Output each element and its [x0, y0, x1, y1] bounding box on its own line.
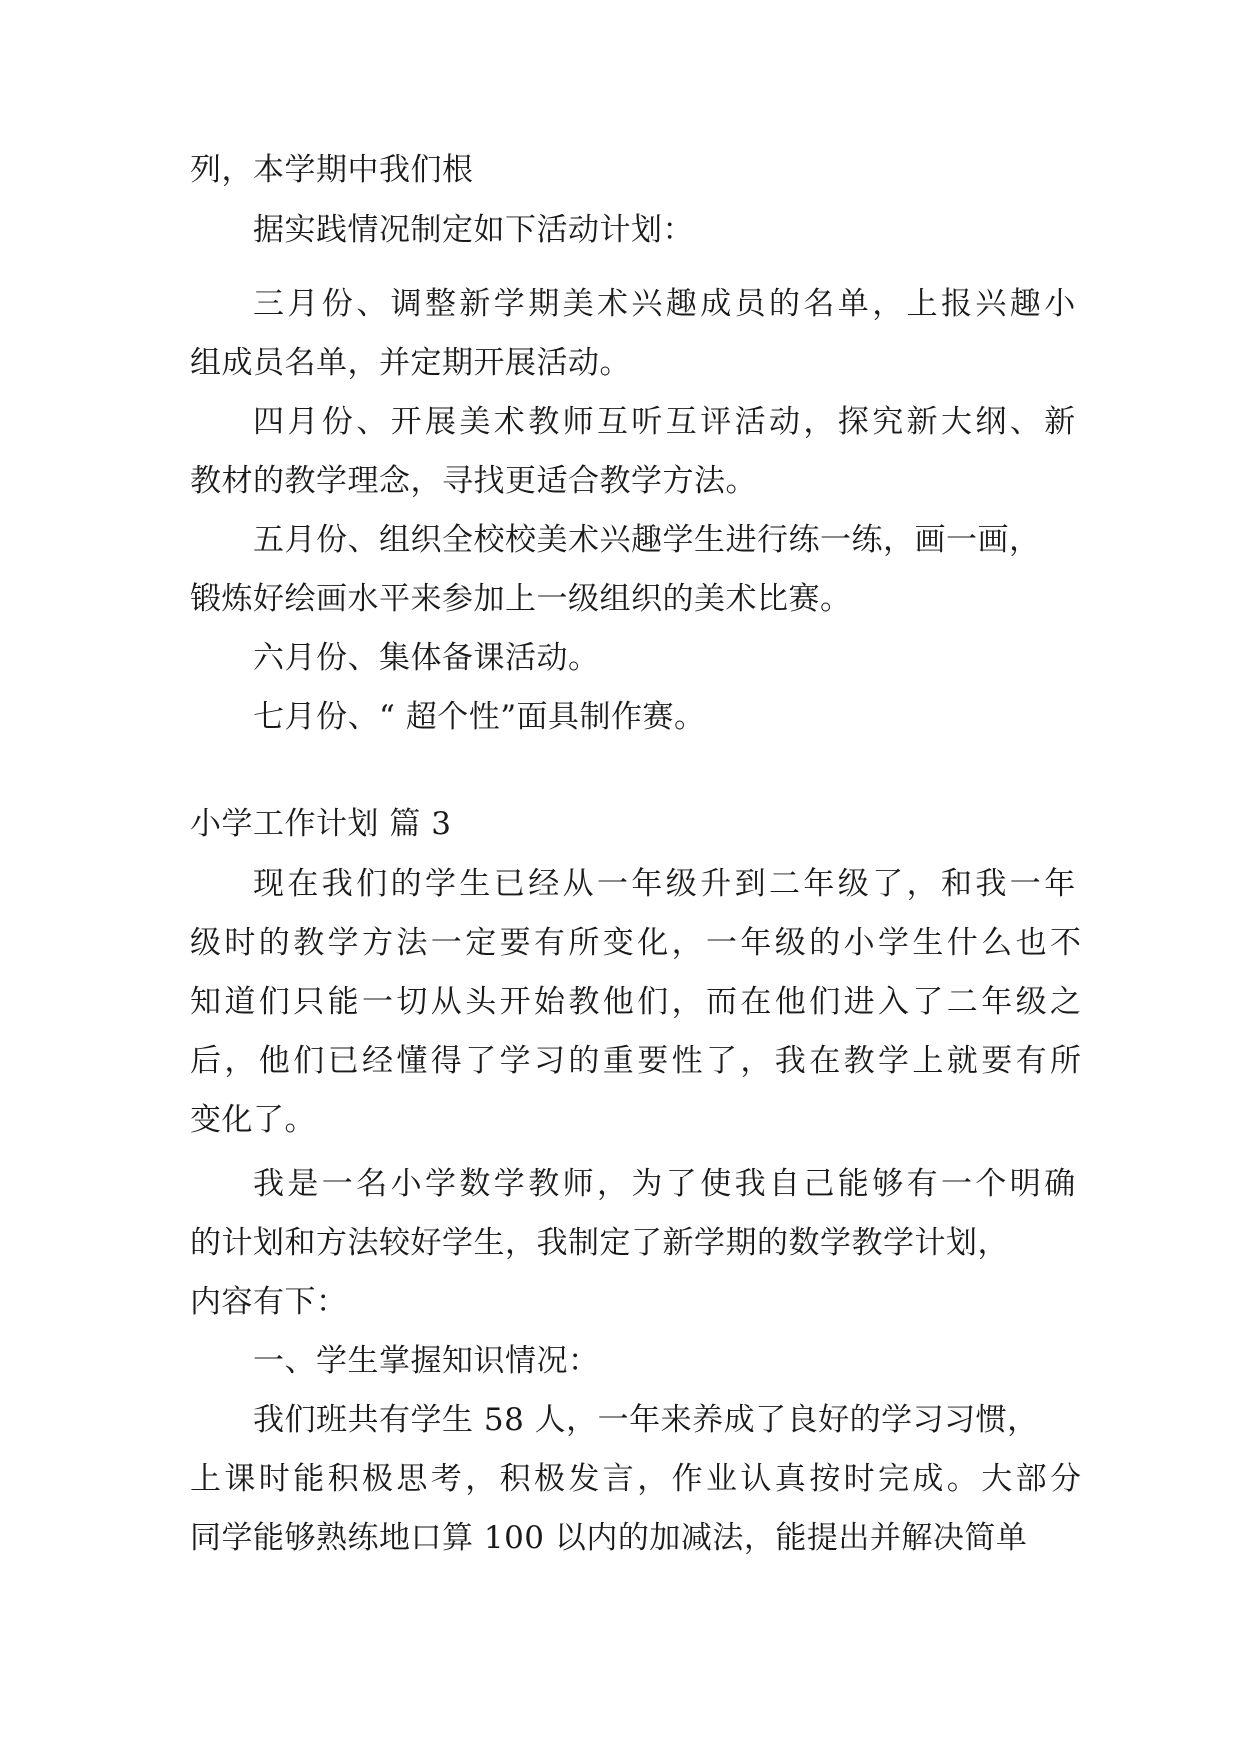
text-line: 上课时能积极思考，积极发言，作业认真按时完成。大部分	[190, 1461, 1085, 1497]
text-line: 组成员名单，并定期开展活动。	[190, 345, 631, 381]
text-line: 的计划和方法较好学生，我制定了新学期的数学教学计划，	[190, 1225, 1009, 1261]
text-line: 我是一名小学数学教师，为了使我自己能够有一个明确	[253, 1166, 1079, 1202]
section-heading: 小学工作计划 篇 3	[190, 806, 452, 842]
text-line: 级时的教学方法一定要有所变化，一年级的小学生什么也不	[190, 925, 1085, 961]
text-line: 后，他们已经懂得了学习的重要性了，我在教学上就要有所	[190, 1043, 1085, 1079]
text-line: 锻炼好绘画水平来参加上一级组织的美术比赛。	[190, 581, 852, 617]
text-line: 教材的教学理念，寻找更适合教学方法。	[190, 463, 757, 499]
text-line: 六月份、集体备课活动。	[253, 640, 600, 676]
text-line: 据实践情况制定如下活动计划：	[253, 212, 694, 248]
text-line: 变化了。	[190, 1102, 316, 1138]
text-line: 四月份、开展美术教师互听互评活动，探究新大纲、新	[253, 404, 1079, 440]
text-line: 列，本学期中我们根	[190, 152, 474, 188]
text-line: 三月份、调整新学期美术兴趣成员的名单，上报兴趣小	[253, 286, 1079, 322]
text-line: 现在我们的学生已经从一年级升到二年级了，和我一年	[253, 866, 1079, 902]
text-line: 五月份、组织全校校美术兴趣学生进行练一练，画一画，	[253, 522, 1041, 558]
text-line: 同学能够熟练地口算 100 以内的加减法，能提出并解决简单	[190, 1520, 1028, 1556]
text-line: 一、学生掌握知识情况：	[253, 1343, 600, 1379]
text-line: 七月份、“ 超个性”面具制作赛。	[253, 699, 706, 735]
text-line: 知道们只能一切从头开始教他们，而在他们进入了二年级之	[190, 984, 1085, 1020]
text-line: 内容有下：	[190, 1284, 348, 1320]
text-line: 我们班共有学生 58 人，一年来养成了良好的学习习惯，	[253, 1402, 1039, 1438]
